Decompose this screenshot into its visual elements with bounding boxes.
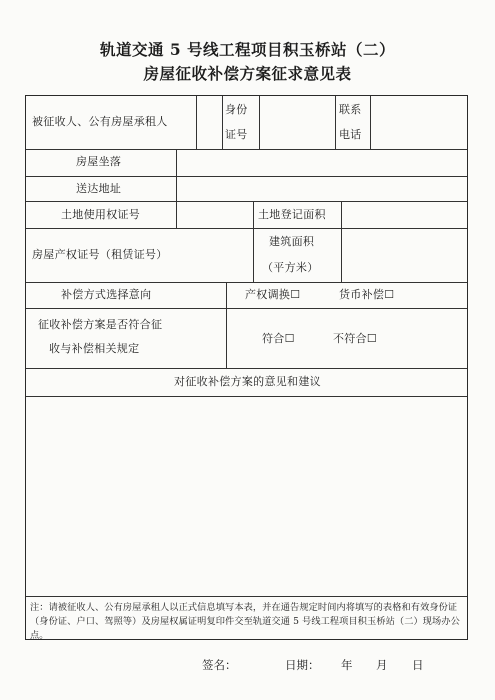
property-cert-label: 房屋产权证号（租赁证号） xyxy=(32,248,168,261)
option-compliant[interactable]: 符合☐ xyxy=(262,332,295,345)
col-divider xyxy=(341,201,342,282)
col-divider xyxy=(176,149,177,228)
row-divider xyxy=(26,308,467,309)
compliance-label-line1: 征收补偿方案是否符合征 xyxy=(38,318,163,331)
month-label: 月 xyxy=(376,658,388,672)
opinion-form-table xyxy=(25,95,468,640)
col-divider xyxy=(196,96,197,149)
delivery-address-label: 送达地址 xyxy=(76,182,122,195)
phone-label-top: 联系 xyxy=(339,103,362,116)
land-cert-label: 土地使用权证号 xyxy=(61,208,141,221)
land-area-label: 土地登记面积 xyxy=(258,208,326,221)
year-label: 年 xyxy=(341,658,353,672)
option-noncompliant[interactable]: 不符合☐ xyxy=(333,332,378,345)
date-label: 日期： xyxy=(285,658,320,672)
row-divider xyxy=(26,596,467,597)
compensation-method-label: 补偿方式选择意向 xyxy=(61,288,152,301)
form-note: 注：请被征收人、公有房屋承租人以正式信息填写本表，并在通告规定时间内将填写的表格和有效身份证（身份证、户口、驾照等）及房屋权属证明复印件交至轨道交通 5 号线工程项目积玉桥站（二）现场办公点。 xyxy=(30,602,460,641)
col-divider xyxy=(370,96,371,149)
opinion-header: 对征收补偿方案的意见和建议 xyxy=(174,375,321,388)
row-divider xyxy=(26,368,467,369)
col-divider xyxy=(253,201,254,282)
document-title-line1: 轨道交通 5 号线工程项目积玉桥站（二） xyxy=(99,40,396,59)
option-property-swap[interactable]: 产权调换☐ xyxy=(245,288,301,301)
row-divider xyxy=(26,149,467,150)
compliance-label-line2: 收与补偿相关规定 xyxy=(49,342,140,355)
option-money-compensation[interactable]: 货币补偿☐ xyxy=(339,288,395,301)
row-divider xyxy=(26,228,467,229)
opinion-text-area[interactable] xyxy=(26,397,467,596)
building-area-label: 建筑面积 xyxy=(269,235,315,248)
row-divider xyxy=(26,282,467,283)
row-divider xyxy=(26,176,467,177)
signature-label: 签名： xyxy=(202,658,237,672)
day-label: 日 xyxy=(412,658,424,672)
col-divider xyxy=(222,96,223,149)
applicant-label: 被征收人、公有房屋承租人 xyxy=(32,115,168,128)
col-divider xyxy=(259,96,260,149)
building-area-unit: （平方米） xyxy=(262,261,319,274)
id-number-label-bottom: 证号 xyxy=(225,128,248,141)
col-divider xyxy=(226,282,227,368)
row-divider xyxy=(26,201,467,202)
phone-label-bottom: 电话 xyxy=(339,128,362,141)
location-label: 房屋坐落 xyxy=(76,155,122,168)
col-divider xyxy=(335,96,336,149)
id-number-label-top: 身份 xyxy=(225,103,248,116)
document-title-line2: 房屋征收补偿方案征求意见表 xyxy=(143,64,352,83)
